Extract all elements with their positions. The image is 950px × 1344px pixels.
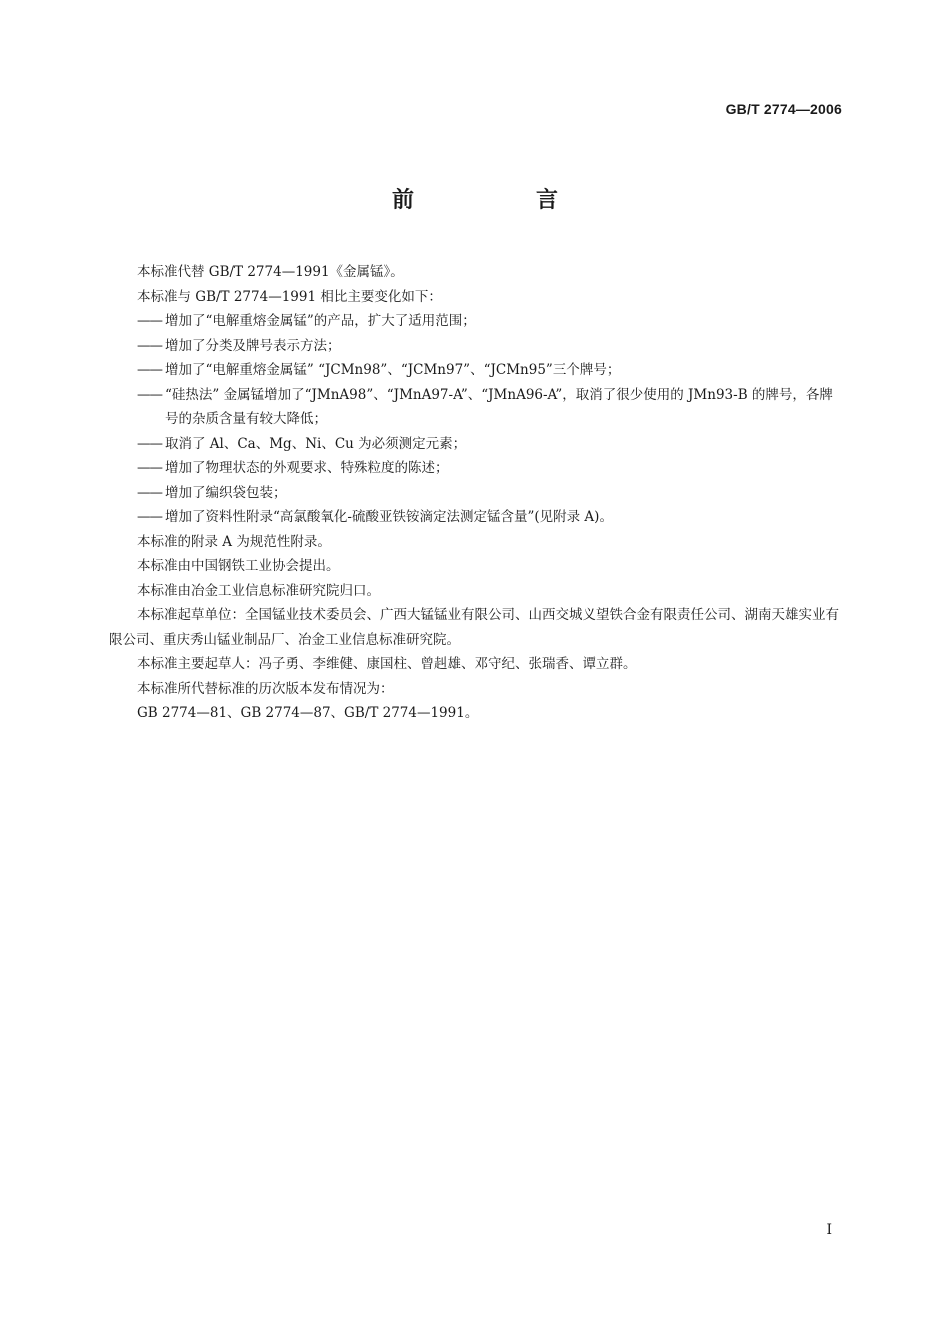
dash-marker: ——	[137, 435, 162, 452]
change-item	[109, 383, 843, 432]
paragraph-drafting-units: 本标准起草单位：全国锰业技术委员会、广西大锰锰业有限公司、山西交城义望铁合金有限责任公司、湖南天雄实业有限公司、重庆秀山锰业制品厂、冶金工业信息标准研究院。	[109, 607, 839, 648]
change-item-text: 取消了 Al、Ca、Mg、Ni、Cu 为必须测定元素；	[165, 435, 467, 452]
dash-marker: ——	[137, 386, 162, 403]
paragraph-replaces: 本标准代替 GB/T 2774—1991《金属锰》。	[137, 264, 404, 280]
change-item-text: 增加了物理状态的外观要求、特殊粒度的陈述；	[165, 460, 449, 476]
change-item-text: “硅热法” 金属锰增加了“JMnA98”、“JMnA97-A”、“JMnA96-A”，取消了很少使用的 JMn93-B 的牌号，各牌号的杂质含量有较大降低；	[165, 386, 833, 427]
foreword-body	[109, 260, 843, 726]
paragraph-drafters: 本标准主要起草人：冯子勇、李维健、康国柱、曾赳雄、邓守纪、张瑞香、谭立群。	[137, 656, 637, 672]
dash-marker: ——	[137, 509, 162, 525]
dash-marker: ——	[137, 313, 162, 329]
paragraph-annex: 本标准的附录 A 为规范性附录。	[137, 533, 331, 550]
change-item	[109, 309, 843, 334]
change-item-text: 增加了编织袋包装；	[165, 484, 287, 501]
paragraph-administrator: 本标准由冶金工业信息标准研究院归口。	[137, 582, 380, 599]
dash-marker: ——	[137, 460, 162, 476]
dash-marker: ——	[137, 337, 162, 354]
standard-code: GB/T 2774—2006	[725, 101, 842, 117]
page-title: 前 言	[391, 188, 608, 213]
paragraph-changes-intro: 本标准与 GB/T 2774—1991 相比主要变化如下：	[137, 288, 442, 305]
change-item	[109, 456, 843, 481]
change-item-text: 增加了资料性附录“高氯酸氧化-硫酸亚铁铵滴定法测定锰含量”(见附录 A)。	[165, 509, 613, 525]
change-item-text: 增加了分类及牌号表示方法；	[165, 337, 341, 354]
change-item	[109, 481, 843, 506]
change-item	[109, 334, 843, 359]
dash-marker: ——	[137, 362, 162, 378]
paragraph-history-list: GB 2774—81、GB 2774—87、GB/T 2774—1991。	[137, 705, 479, 721]
change-item	[109, 505, 843, 530]
page-number: I	[826, 1222, 832, 1238]
change-item	[109, 432, 843, 457]
change-item-text: 增加了“电解重熔金属锰”的产品，扩大了适用范围；	[165, 313, 476, 329]
change-item	[109, 358, 843, 383]
change-item-text: 增加了“电解重熔金属锰” “JCMn98”、“JCMn97”、“JCMn95”三个牌号；	[165, 362, 621, 378]
paragraph-proposer: 本标准由中国钢铁工业协会提出。	[137, 558, 340, 574]
dash-marker: ——	[137, 484, 162, 501]
paragraph-history-intro: 本标准所代替标准的历次版本发布情况为：	[137, 680, 394, 697]
